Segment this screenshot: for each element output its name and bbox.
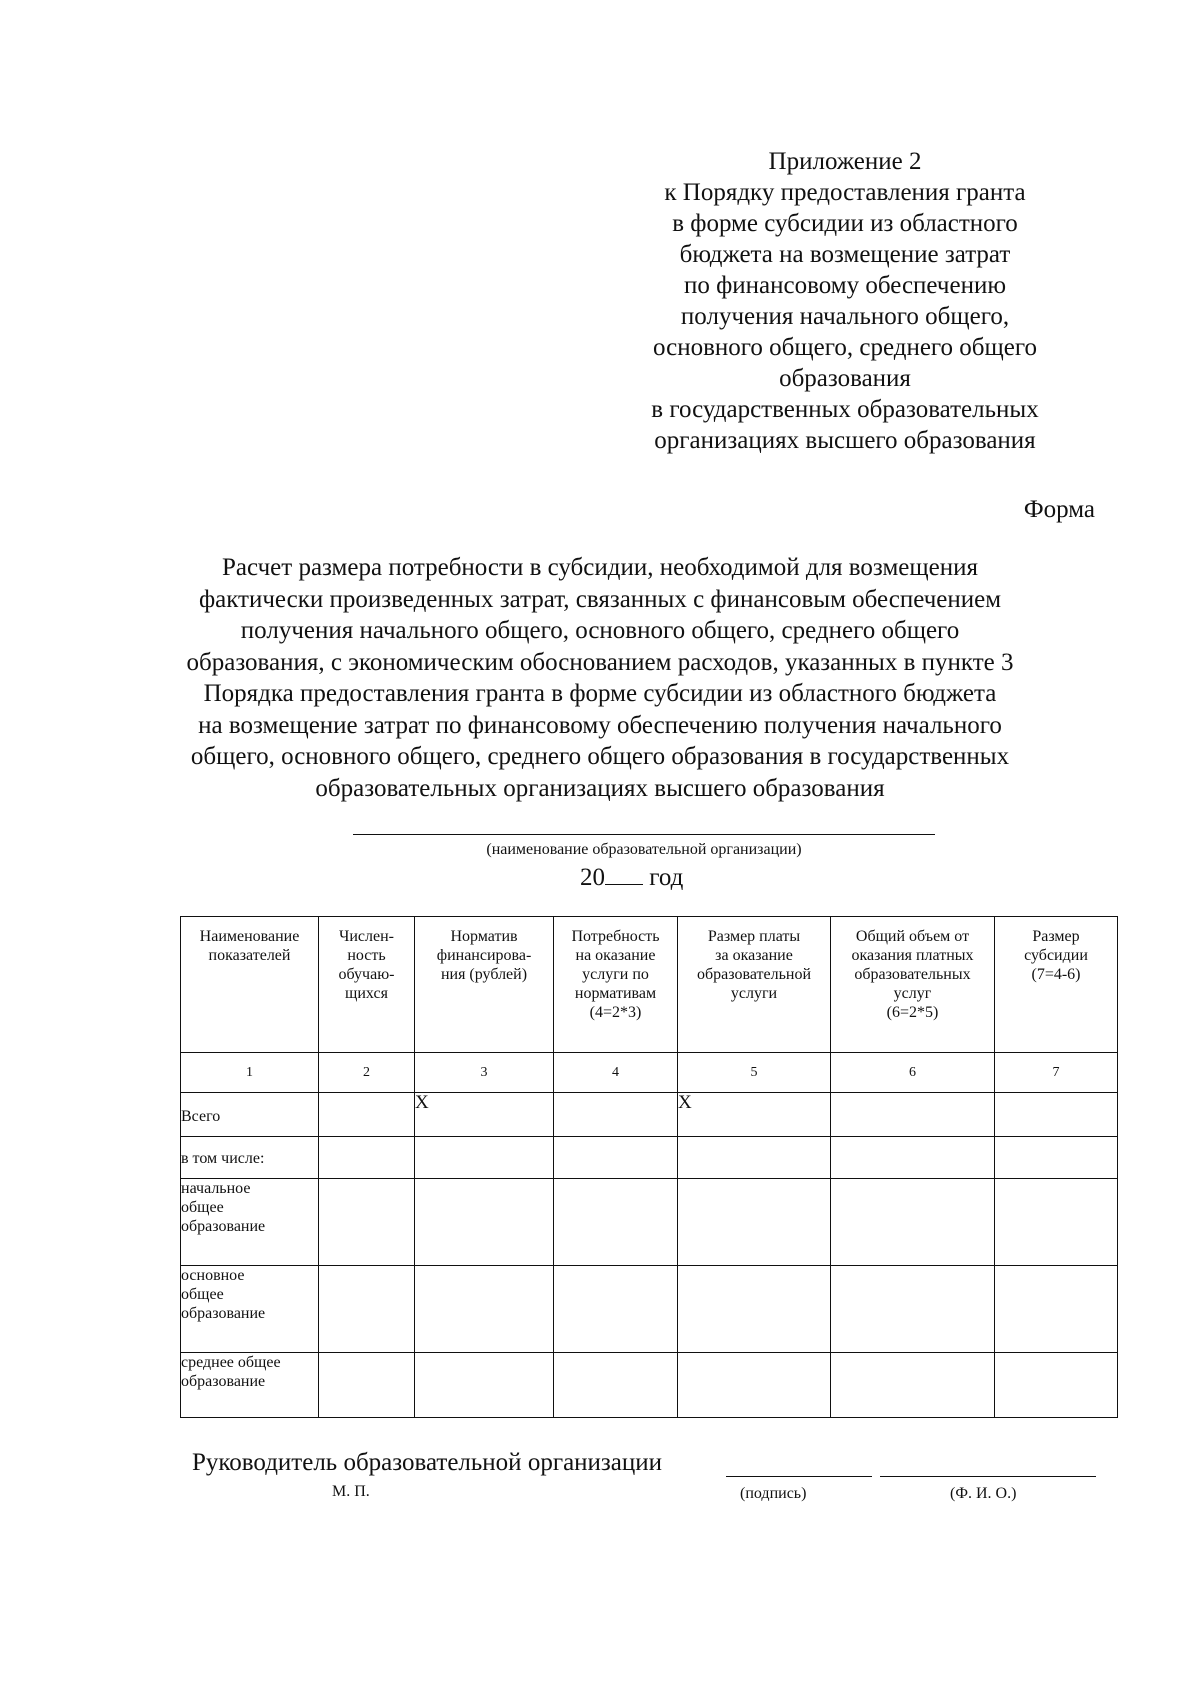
data-cell[interactable] [831,1266,995,1353]
table-row [181,1353,1118,1418]
header-cell: Потребность на оказание услуги по нормативам (4=2*3) [554,917,678,1053]
data-cell[interactable] [678,1179,831,1266]
title-line: образовательных организациях высшего образования [315,774,885,802]
header-cell: Общий объем от оказания платных образовательных услуг (6=2*5) [831,917,995,1053]
full-name-caption: (Ф. И. О.) [950,1485,1017,1502]
data-cell[interactable] [319,1093,415,1137]
signature-field[interactable] [726,1476,872,1477]
column-number: 5 [678,1053,831,1093]
appendix-line: организациях высшего образования [654,427,1036,454]
data-cell[interactable] [415,1353,554,1418]
row-label: среднее общее образование [181,1353,319,1418]
appendix-line: к Порядку предоставления гранта [664,179,1026,206]
data-cell[interactable] [319,1179,415,1266]
header-cell: Норматив финансирова- ния (рублей) [415,917,554,1053]
data-cell[interactable] [678,1353,831,1418]
appendix-line: основного общего, среднего общего [653,334,1037,361]
appendix-line: бюджета на возмещение затрат [679,241,1011,268]
data-cell[interactable] [995,1137,1118,1179]
document-title [150,552,1050,804]
org-name-caption: (наименование образовательной организации) [486,841,802,858]
year-field [580,860,683,894]
full-name-field[interactable] [880,1476,1096,1477]
data-cell[interactable] [995,1353,1118,1418]
data-cell[interactable] [319,1266,415,1353]
column-number: 1 [181,1053,319,1093]
appendix-line: Приложение 2 [768,148,922,175]
column-number: 4 [554,1053,678,1093]
header-cell: Размер субсидии (7=4-6) [995,917,1118,1053]
data-cell[interactable] [319,1353,415,1418]
row-label: Всего [181,1093,319,1137]
appendix-line: в государственных образовательных [651,396,1039,423]
signature-caption: (подпись) [740,1485,807,1502]
data-cell[interactable] [554,1093,678,1137]
title-line: образования, с экономическим обоснованием расходов, указанных в пункте 3 [186,648,1014,676]
appendix-line: образования [779,365,911,392]
data-cell[interactable] [554,1266,678,1353]
data-cell[interactable] [554,1137,678,1179]
data-cell[interactable] [831,1353,995,1418]
column-number: 2 [319,1053,415,1093]
appendix-header [620,146,1070,456]
appendix-line: по финансовому обеспечению [683,272,1007,299]
data-cell[interactable] [995,1093,1118,1137]
year-prefix: 20 [580,864,605,891]
data-cell[interactable] [995,1266,1118,1353]
signature-label: Руководитель образовательной организации [192,1449,663,1476]
header-cell: Размер платы за оказание образовательной услуги [678,917,831,1053]
title-line: фактически произведенных затрат, связанных с финансовым обеспечением [198,585,1002,613]
appendix-line: получения начального общего, [680,303,1010,330]
row-label: начальное общее образование [181,1179,319,1266]
data-cell[interactable] [554,1353,678,1418]
data-cell[interactable] [995,1179,1118,1266]
title-line: получения начального общего, основного общего, среднего общего [240,617,960,644]
row-label: основное общее образование [181,1266,319,1353]
data-cell[interactable] [831,1137,995,1179]
header-cell: Числен- ность обучаю- щихся [319,917,415,1053]
x-mark-cell: X [678,1093,831,1137]
stamp-mark: М. П. [332,1483,370,1500]
data-cell[interactable] [319,1137,415,1179]
header-cell: Наименование показателей [181,917,319,1053]
table-row [181,1137,1118,1179]
x-mark-cell: X [415,1093,554,1137]
column-number-row [181,1053,1118,1093]
title-line: на возмещение затрат по финансовому обеспечению получения начального [198,711,1002,739]
year-suffix: год [643,864,684,891]
column-number: 3 [415,1053,554,1093]
title-line: Расчет размера потребности в субсидии, необходимой для возмещения [222,554,978,581]
form-label: Форма [1023,496,1095,523]
data-cell[interactable] [554,1179,678,1266]
data-cell[interactable] [678,1137,831,1179]
data-cell[interactable] [415,1266,554,1353]
title-line: Порядка предоставления гранта в форме субсидии из областного бюджета [203,680,997,707]
data-cell[interactable] [415,1179,554,1266]
table-row [181,1179,1118,1266]
data-cell[interactable] [415,1137,554,1179]
header-row [181,917,1118,1053]
appendix-line: в форме субсидии из областного [672,210,1018,237]
table-row [181,1266,1118,1353]
column-number: 7 [995,1053,1118,1093]
title-line: общего, основного общего, среднего общего образования в государственных [190,743,1010,770]
org-name-field[interactable] [353,834,935,835]
data-cell[interactable] [678,1266,831,1353]
column-number: 6 [831,1053,995,1093]
calculation-table [180,916,1118,1418]
data-cell[interactable] [831,1179,995,1266]
year-blank[interactable] [605,860,643,885]
row-label: в том числе: [181,1137,319,1179]
table-row [181,1093,1118,1137]
data-cell[interactable] [831,1093,995,1137]
